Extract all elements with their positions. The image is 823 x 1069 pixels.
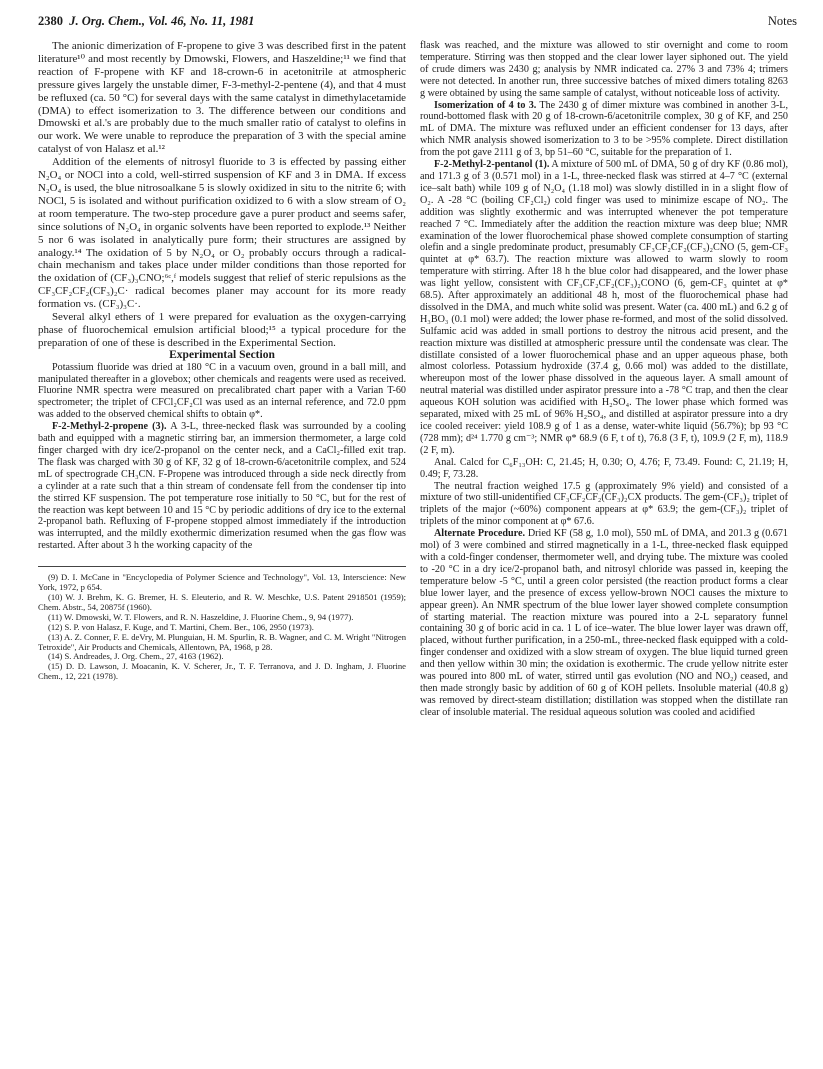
journal-citation: J. Org. Chem., Vol. 46, No. 11, 1981 (69, 14, 255, 28)
section-label: Notes (767, 14, 797, 28)
propene-heading: F-2-Methyl-2-propene (3). (52, 421, 167, 433)
references (38, 573, 406, 682)
isomerization-procedure (420, 100, 788, 160)
continued-paragraph: flask was reached, and the mixture was allowed to stir overnight and come to room temperature. Stirring was then stopped and the clear lower layer siphoned out. The yield of crude dimers was 2430 g; analysis by NMR indicated ca. 27% 3 and 73% 4; trimers were not detected. In another run, three successive batches of mixed dimers totaling 8263 g were obtained by using the same sample of catalyst, without noticeable loss of activity. (420, 40, 788, 99)
intro-paragraph: The anionic dimerization of F-propene to give 3 was described first in the patent literature¹⁰ and most recently by Dmowski, Flowers, and Haszeldine;¹¹ we find that reaction of F-propene with KF and 18-crown-6 in acetonitrile at atmospheric pressure gives largely the unstable dimer, F-3-methyl-2-pentene (4), and that 4 must be refluxed (ca. 50 °C) for several days with the same catalyst in dimethylacetamide (DMA) to effect isomerization to 3. The difference between our conditions and Dmowski et al.'s are probably due to the much smaller ratio of catalyst to olefins in our work. We were unable to reproduce the preparation of 3 with the special amine catalyst of von Halasz et al.¹² (38, 40, 406, 156)
experimental-section-title: Experimental Section (169, 348, 275, 361)
analysis-paragraph: Anal. Calcd for C₆F₁₃OH: C, 21.45; H, 0.30; O, 4.76; F, 73.49. Found: C, 21.19; H, 0.49; F, 73.28. (420, 456, 788, 480)
reference-item: (14) S. Andreades, J. Org. Chem., 27, 4163 (1962). (48, 651, 224, 662)
reference-item: (15) D. D. Lawson, J. Moacanin, K. V. Scherer, Jr., T. F. Terranova, and J. D. Ingham, J. Fluorine Chem., 12, 221 (1978). (38, 661, 406, 682)
reference-item: (12) S. P. von Halasz, F. Kuge, and T. Martini, Chem. Ber., 106, 2950 (1973). (48, 621, 314, 632)
propene-text: A 3-L, three-necked flask was surrounded by a cooling bath and equipped with a magnetic stirring bar, an immersion thermometer, a large cold finger charged with dry ice/2-propanol on the center neck, and a CaCl₂-filled exit trap. The flask was charged with 30 g of KF, 32 g of 18-crown-6/acetonitrile complex, and 524 mL of spectrograde CH₃CN. F-Propene was introduced through a side neck directly from a cylinder at a rate such that a thin stream of condensate fell from the condenser tip into the stirred KF suspension. The pot temperature rose initially to 50 °C, but for the rest of the reaction was kept between 10 and 15 °C by periodic additions of dry ice to the external 2-propanol bath. Refluxing of F-propene stopped almost immediately if the introduction was interrupted, and the mildly exothermic dimerization resumed when the gas flow was restarted. After about 3 h the working capacity of the (38, 421, 406, 552)
propene-procedure (38, 421, 406, 552)
pentanol-heading: F-2-Methyl-2-pentanol (1). (434, 159, 550, 171)
isomerization-text: The 2430 g of dimer mixture was combined in another 3-L, round-bottomed flask with 20 g of 18-crown-6/acetonitrile complex, 30 g of KF, and 250 mL of DMA. The mixture was refluxed under an efficient condenser for 13 days, after which NMR analysis showed isomerization to 3 to be >95% complete. Direct distillation from the pot gave 2111 g of 3, bp 51–60 °C, suitable for the preparation of 1. (420, 99, 788, 159)
header-left (38, 14, 254, 29)
intro-paragraph: Addition of the elements of nitrosyl fluoride to 3 is effected by passing either N₂O₄ or NOCl into a cold, well-stirred suspension of KF and 3 in DMA. If excess N₂O₄ is used, the blue nitrosoalkane 5 is slowly oxidized in situ to the nitrite 6; with NOCl, 5 is isolated and without purification oxidized to 6 with a slow stream of O₂ at room temperature. The two-step procedure gave a purer product and seems safer, since solutions of N₂O₄ in organic solvents have been reported to explode.¹³ Neither 5 nor 6 was isolated in analytically pure form; their structures are assigned by analogy.¹⁴ The oxidation of 5 by N₂O₄ or O₂ probably occurs through a radical-chain mechanism and takes place under milder conditions than those reported for the oxidation of (CF₃)₃CNO;⁶ᶜ,ᶠ models suggest that relief of steric repulsions as the CF₃CF₂CF₂(CF₃)₂C· radical becomes planer may account for its more ready formation vs. (CF₃)₃C·. (38, 156, 406, 311)
page-number: 2380 (38, 14, 63, 28)
alternate-heading: Alternate Procedure. (434, 528, 526, 540)
experimental-paragraph: Potassium fluoride was dried at 180 °C in a vacuum oven, ground in a ball mill, and manipulated thereafter in a glovebox; other chemicals and reagents were used as received. Fluorine NMR spectra were measured on precalibrated chart paper with a Varian T-60 spectrometer; the triplet of CFCl₂CF₂Cl was used as an internal reference, and 72.0 ppm was added to the observed chemical shifts to obtain φ*. (38, 361, 406, 421)
reference-item: (11) W. Dmowski, W. T. Flowers, and R. N. Haszeldine, J. Fluorine Chem., 9, 94 (1977). (48, 611, 354, 622)
right-column (420, 40, 788, 719)
intro-text (38, 40, 406, 350)
reference-item: (13) A. Z. Conner, F. E. deVry, M. Plunguian, H. M. Spurlin, R. B. Wagner, and C. M. Wright "Nitrogen Tetroxide", Air Products and Chemicals, Allentown, PA, 1968, p 28. (38, 631, 406, 652)
page-header (38, 14, 797, 32)
reference-item: (10) W. J. Brehm, K. G. Bremer, H. S. Eleuterio, and R. W. Meschke, U.S. Patent 2918501 (1959); Chem. Abstr., 54, 20875f (1960). (38, 591, 406, 612)
reference-item: (9) D. I. McCane in "Encyclopedia of Polymer Science and Technology", Vol. 13, Interscience: New York, 1972, p 654. (38, 572, 406, 593)
footnote-divider (38, 566, 406, 567)
alternate-text: Dried KF (58 g, 1.0 mol), 550 mL of DMA, and 201.3 g (0.671 mol) of 3 were combined and stirred magnetically in a 1-L, three-necked flask equipped with a cold-finger condenser, thermometer well, and drying tube. The mixture was cooled to -20 °C in a dry ice/2-propanol bath, and nitrosyl chloride was passed in, keeping the temperature below -5 °C, until a green color persisted (the reaction product forms a clear blue lower layer, and the presence of excess yellow-brown NOCl causes the mixture to appear green). An NMR spectrum of the blue lower layer showed complete consumption of starting material. The reaction mixture was poured into a 2-L separatory funnel containing 30 g of boric acid in ca. 1 L of ice–water. The blue lower layer was drawn off, placed, without further purification, in a 250-mL, three-necked flask equipped with a cold-finger condenser and oxidized with a slow stream of oxygen. The blue liquid turned green and then yellow within 30 min; the oxidation is exothermic. The crude yellow nitrite ester was poured into 800 mL of water, stirred until gas evolution (NO and NO₂) ceased, and then made strongly basic by addition of 60 g of KOH pellets. Insoluble material (40.8 g) was removed by direct-steam distillation; distillation was stopped when the distillate ran clear of insoluble material. The residual aqueous solution was cooled and acidified (420, 528, 788, 718)
isomerization-heading: Isomerization of 4 to 3. (434, 99, 537, 111)
intro-paragraph: Several alkyl ethers of 1 were prepared for evaluation as the oxygen-carrying phase of fluorochemical emulsion artificial blood;¹⁵ a typical procedure for the preparation of one of these is described in the Experimental Section. (38, 311, 406, 349)
pentanol-text: A mixture of 500 mL of DMA, 50 g of dry KF (0.86 mol), and 171.3 g of 3 (0.571 mol) in a 1-L, three-necked flask was stirred at 4–7 °C (external ice–salt bath) while 109 g of N₂O₄ (1.18 mol) was slowly distilled in in a slight flow of O₂. A -28 °C (boiling CF₂Cl₂) cold finger was used to minimize escape of NO₂. The addition was slightly exothermic and was interrupted whenever the pot temperature reached 7 °C. Immediately after the addition the reaction mixture was deep blue; NMR examination of the lower fluorochemical phase showed complete consumption of starting olefin and a single predominate product, presumably CF₃CF₂CF₂(CF₃)₂CNO (5, gem-CF₃ quintet at φ* 63.7). The reaction mixture was allowed to warm slowly to room temperature with stirring. After 18 h the blue color had disappeared, and the lower phase was light yellow, consistent with CF₃CF₂CF₂(CF₃)₂CONO (6, gem-CF₃ quintet at φ* 68.5). After approximately an additional 48 h, most of the fluorochemical phase had dissolved in the DMA, and much white solid was present. Water (ca. 400 mL) and 6.2 g of H₃BO₃ (0.1 mol) were added; the lower phase re-formed, and most of the solid dissolved. Sulfamic acid was added in small portions to destroy the nitrous acid present, and the reaction mixture was distilled at atmospheric pressure until the condensate was clear. The distillate consisted of a lower fluorochemical phase and an upper aqueous phase, both almost colorless. Potassium hydroxide (37.4 g, 0.66 mol) was added to the distillate, whereupon most of the lower phase dissolved in the aqueous layer. A small amount of neutral material was distilled under aspirator pressure into a -78 °C trap, and then the clear aqueous KOH solution was acidified with H₂SO₄. The lower phase which formed was separated, mixed with 25 mL of 96% H₂SO₄, and distilled at aspirator pressure into a dry ice cooled receiver: yield 108.9 g of 1 as a dense, water-white liquid (56.7%); bp 93 °C (728 mm); d²⁴ 1.770 g cm⁻³; NMR φ* 68.9 (6 F, t of t), 76.8 (3 F, t), 109.9 (2 F, m), 118.9 (2 F, m). (420, 159, 788, 456)
alternate-procedure (420, 528, 788, 719)
neutral-fraction-paragraph: The neutral fraction weighed 17.5 g (approximately 9% yield) and consisted of a mixture of two still-unidentified CF₃CF₂CF₂(CF₃)₂CX products. The gem-(CF₃)₂ triplet of triplets of the major (~60%) component appears at φ* 63.9; the gem-(CF₃)₂ triplet of triplets of the minor component at φ* 67.6. (420, 480, 788, 528)
pentanol-procedure (420, 159, 788, 457)
left-column (38, 40, 406, 682)
